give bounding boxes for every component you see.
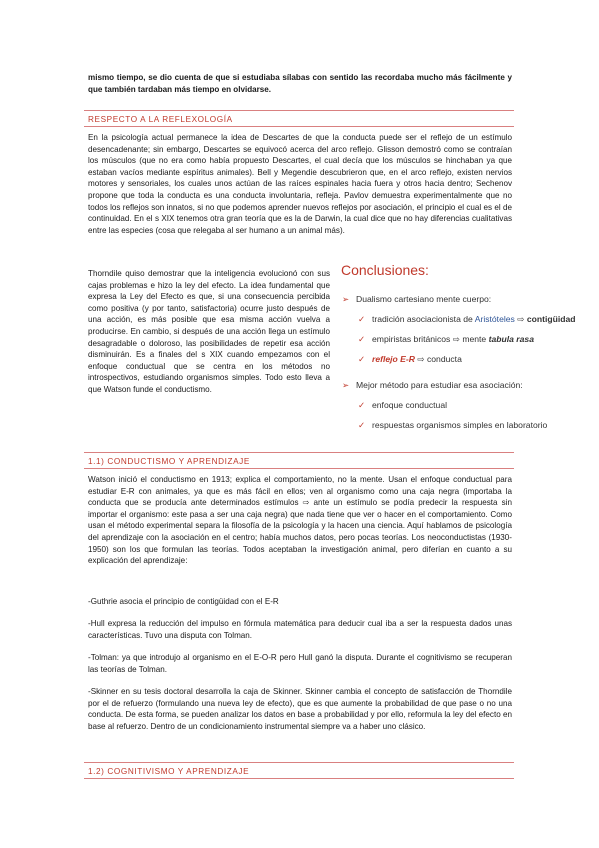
skinner-paragraph: -Skinner en su tesis doctoral desarrolla la caja de Skinner. Skinner cambia el concepto de satisfacción de Thorndile por el de refuerzo (formulando una nueva ley de efecto), que es que aumente la probabilidad de que pase o no una conducta. De esta forma, se pueden analizar los datos en base a probabilidad y por ello, reformula la ley del efecto en base al refuerzo. Dentro de un condicionamiento instrumental siempre va a haber uno clásico. <box>88 687 512 731</box>
conclusions-box <box>338 260 594 438</box>
aristoteles-link[interactable]: Aristóteles <box>474 314 515 324</box>
heading-cognitivismo: 1.2) COGNITIVISMO Y APRENDIZAJE <box>88 767 250 776</box>
guthrie-paragraph: -Guthrie asocia el principio de contigüidad con el E-R <box>88 597 279 606</box>
checkmark-icon: ✓ <box>358 334 366 344</box>
checkmark-icon: ✓ <box>358 400 366 410</box>
conductismo-paragraph: Watson inició el conductismo en 1913; explica el comportamiento, no la mente. Usan el enfoque conductual para estudiar E-R con animales, ya que es más fácil en ellos; ven al organismo como una caja negra (importaba la conducta que se producía ante determinados estímulos ⇨ ante un estímulo se podía predecir la respuesta sin importar el organismo: este pasa a ser una caja negra) que nada tiene que ver o hacer en el comportamiento. Como usan el método experimental separa la filosofía de la psicología y la hacen una ciencia. Aquí hablamos de psicología del aprendizaje con la asociación en el centro; había muchos datos, pero pocas teorías. Los neoconductistas (1930-1950) son los que formulan las teorías. Todos aceptaban la investigación animal, pero diferían en cuanto a su explicación del aprendizaje: <box>88 475 512 566</box>
heading-reflexologia: RESPECTO A LA REFLEXOLOGÍA <box>88 115 233 124</box>
hull-paragraph: -Hull expresa la reducción del impulso en fórmula matemática para deducir cual iba a ser la respuesta dados unas características. Tuvo una disputa con Tolman. <box>88 619 512 640</box>
arrow-bullet-icon: ➢ <box>342 294 350 304</box>
conclusion-subitem: ✓ tradición asociacionista de Aristóteles ⇨ contigüidad <box>358 314 576 324</box>
reflexologia-paragraph: En la psicología actual permanece la idea de Descartes de que la conducta puede ser el reflejo de un estímulo desencadenante; sin embargo, Descartes se equivocó acerca del arco reflejo. Glisson demostró como se contraían los músculos (que no era como había propuesto Descartes, el cual decía que los músculos se hinchaban ya que estaban vacíos mediante espíritus animales). Bell y Megendie descubrieron que, en el arco reflejo, existen nervios motores y sensoriales, los cuales unos actúan de las raíces espinales hacia fuera y otros hacia dentro; Sechenov propone que toda la conducta es una conducta involuntaria, refleja. Pavlov demuestra experimentalmente que no todos los reflejos son innatos, si no que podemos aprender nuevos reflejos por asociación, el principio el cual es el de continuidad. En el s XIX tenemos otra gran teoría que es la de Darwin, la cual dice que no hay diferencias cualitativas entre las especies (cosa que relegaba al ser humano a un animal más). <box>88 133 512 235</box>
conclusions-title: Conclusiones: <box>341 262 429 278</box>
checkmark-icon: ✓ <box>358 314 366 324</box>
conclusion-subitem: ✓ enfoque conductual <box>358 400 448 410</box>
divider-rule <box>84 452 514 453</box>
right-arrow-icon: ⇨ <box>517 314 525 324</box>
conclusion-subitem: ✓ respuestas organismos simples en laboratorio <box>358 420 548 430</box>
right-arrow-icon: ⇨ <box>417 354 425 364</box>
checkmark-icon: ✓ <box>358 354 366 364</box>
divider-rule <box>84 126 514 127</box>
checkmark-icon: ✓ <box>358 420 366 430</box>
conclusion-subitem: ✓ empiristas británicos ⇨ mente tabula rasa <box>358 334 534 344</box>
heading-conductismo: 1.1) CONDUCTISMO Y APRENDIZAJE <box>88 457 250 466</box>
conclusion-item: ➢ Mejor método para estudiar esa asociación: <box>342 380 523 390</box>
conclusion-item: ➢ Dualismo cartesiano mente cuerpo: <box>342 294 492 304</box>
divider-rule <box>84 762 514 763</box>
right-arrow-icon: ⇨ <box>452 334 460 344</box>
divider-rule <box>84 468 514 469</box>
divider-rule <box>84 110 514 111</box>
tolman-paragraph: -Tolman: ya que introdujo al organismo en el E-O-R pero Hull ganó la disputa. Durante el cognitivismo se recuperan las teorías de Tolman. <box>88 653 512 674</box>
arrow-bullet-icon: ➢ <box>342 380 350 390</box>
conclusion-subitem: ✓ reflejo E-R ⇨ conducta <box>358 354 462 364</box>
thorndike-paragraph: Thorndile quiso demostrar que la inteligencia evolucionó con sus cajas problemas e hizo la ley del efecto. La idea fundamental que expresa la Ley del Efecto es que, si una consecuencia percibida como positiva (y por tanto, satisfactoria) ocurre justo después de una acción, es más posible que esa misma acción vuelva a producirse. En cambio, si después de una acción llega un estímulo desagradable o doloroso, las posibilidades de repetir esa acción disminuirán. Es a finales del s XIX cuando empezamos con el enfoque conductual que se centra en los métodos no introspectivos, estudiando organismos simples. Todo esto lleva a que Watson funde el conductismo. <box>88 269 330 394</box>
intro-paragraph: mismo tiempo, se dio cuenta de que si estudiaba sílabas con sentido las recordaba mucho más fácilmente y que también tardaban más tiempo en olvidarse. <box>88 73 512 94</box>
divider-rule <box>84 778 514 779</box>
